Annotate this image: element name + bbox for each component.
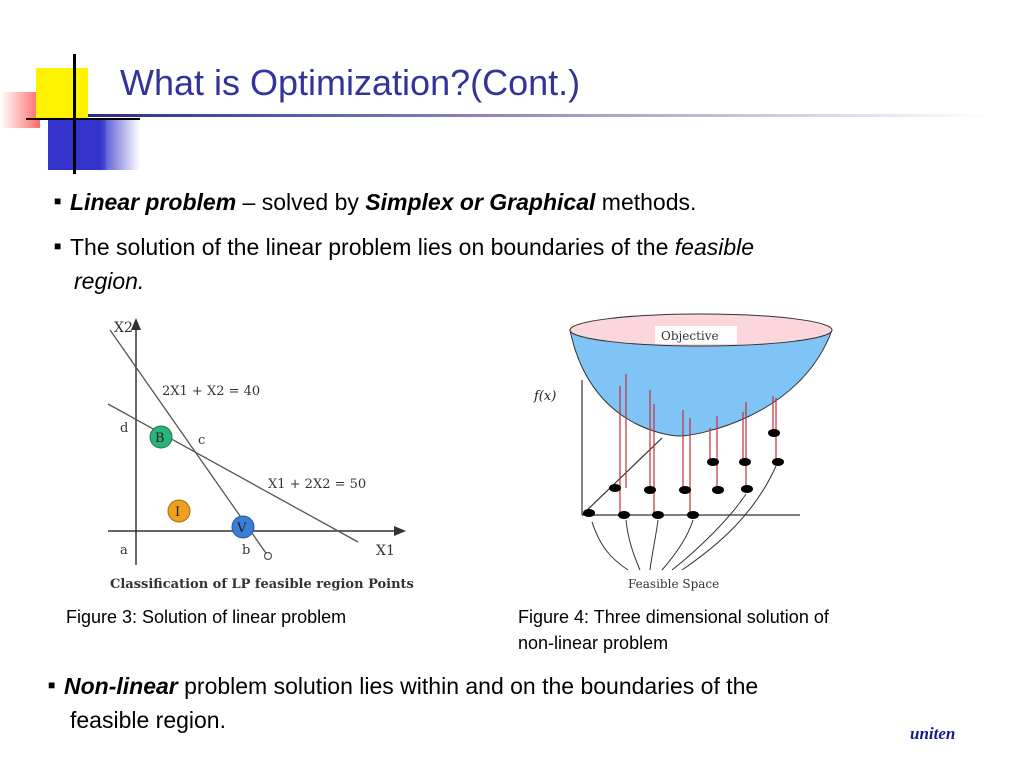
- label-a: a: [120, 543, 128, 558]
- equation-2: X1 + 2X2 = 50: [268, 477, 367, 492]
- bullet-italic-text: region.: [74, 267, 145, 294]
- point-i-label: I: [175, 505, 181, 520]
- brand-footer: uniten: [910, 724, 956, 743]
- axis-label-x2: X2: [114, 320, 133, 336]
- bullet-marker-icon: ■: [48, 677, 56, 692]
- title-underline: [88, 114, 988, 117]
- bullet-bold-text: Linear problem: [70, 189, 237, 215]
- decor-blue-square: [48, 118, 106, 170]
- feasible-space-label: Feasible Space: [628, 577, 720, 591]
- decor-blue-fade: [100, 118, 140, 170]
- bullet-marker-icon: ■: [54, 238, 62, 253]
- bullet-bold-text: Simplex or Graphical: [365, 189, 596, 215]
- page-title: What is Optimization?(Cont.): [120, 62, 581, 103]
- constraint-line-2: [108, 404, 358, 542]
- bullet-italic-text: feasible: [674, 234, 755, 260]
- fx-label: f(x): [534, 389, 557, 404]
- point-b-label: B: [155, 431, 165, 446]
- bullet-text: – solved by: [236, 189, 366, 215]
- label-b: b: [242, 543, 251, 558]
- bullet-text: problem solution lies within and on the boundaries of the: [177, 673, 759, 699]
- figure-4-caption: [518, 604, 938, 656]
- bullet-boundaries: [54, 231, 954, 297]
- bullet-text: feasible region.: [70, 706, 226, 733]
- x-axis-arrow-icon: [394, 526, 406, 536]
- decor-red-fade: [0, 92, 40, 128]
- label-d: d: [120, 421, 129, 436]
- bullet-marker-icon: ■: [54, 193, 62, 208]
- decor-yellow-square: [36, 68, 88, 120]
- bullet-text: The solution of the linear problem lies on boundaries of the: [70, 234, 675, 260]
- axis-label-x1: X1: [376, 543, 395, 559]
- figure-4-nonlinear-graph: [530, 308, 850, 598]
- figure-3-linear-graph: [100, 310, 420, 595]
- objective-label: Objective: [661, 329, 719, 343]
- point-v-label: V: [237, 521, 247, 536]
- bullet-linear-problem: [54, 186, 696, 220]
- bullet-text: methods.: [595, 189, 697, 215]
- endpoint-marker: [265, 553, 272, 560]
- decor-horizontal-line: [26, 118, 140, 120]
- figure-3-caption: Figure 3: Solution of linear problem: [66, 607, 347, 627]
- figure-4-caption-line-1: Figure 4: Three dimensional solution of: [518, 607, 829, 627]
- bullet-non-linear: [48, 670, 968, 736]
- bullet-bold-text: Non-linear: [64, 673, 178, 699]
- decor-vertical-line: [73, 54, 76, 174]
- figure-3-inner-caption: Classification of LP feasible region Points: [110, 577, 414, 592]
- equation-1: 2X1 + X2 = 40: [162, 384, 261, 399]
- figure-4-caption-line-2: non-linear problem: [518, 633, 669, 653]
- label-c: c: [198, 433, 206, 448]
